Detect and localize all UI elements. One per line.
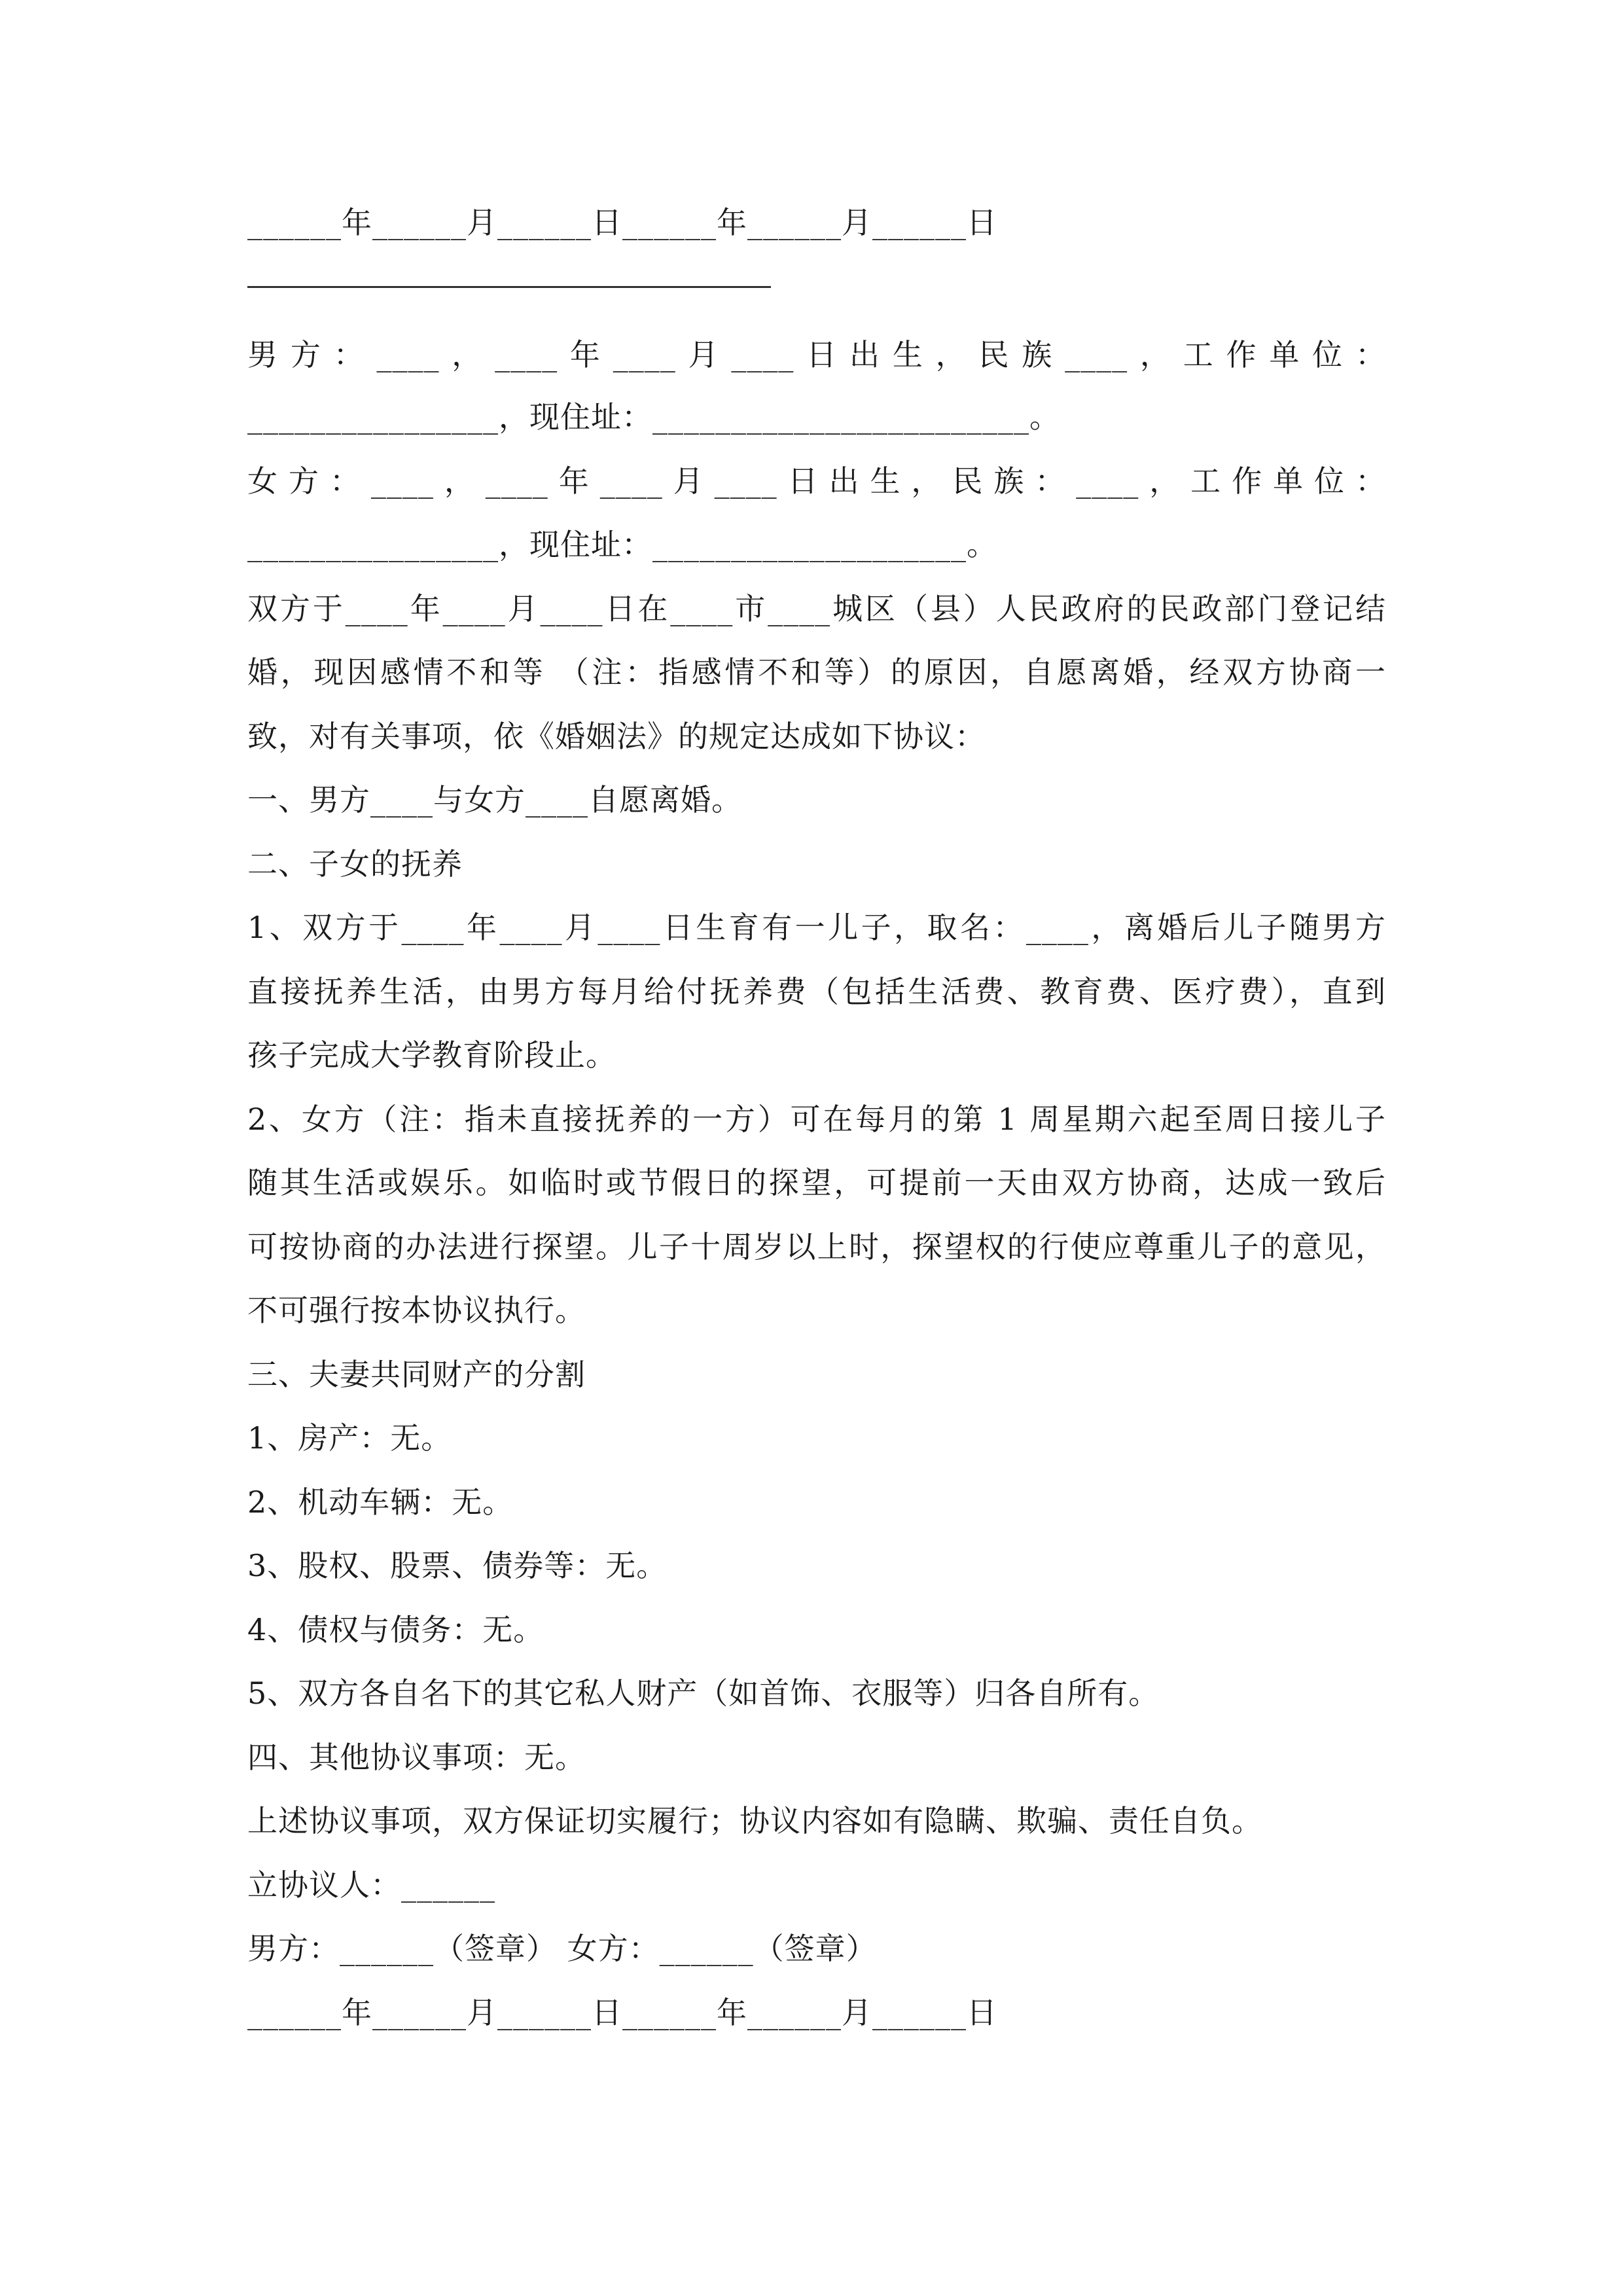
property-item-4: 4、债权与债务：无。: [247, 1612, 544, 1647]
guarantee-line: 上述协议事项，双方保证切实履行；协议内容如有隐瞒、欺骗、责任自负。: [247, 1803, 1262, 1839]
marriage-para-line-1: 双方于____年____月____日在____市____城区（县）人民政府的民政部门登记结: [247, 591, 1386, 626]
section-three-heading: 三、夫妻共同财产的分割: [247, 1357, 586, 1392]
female-info-line-2: ________________，现住址：____________________。: [247, 527, 997, 562]
property-item-3: 3、股权、股票、债券等：无。: [247, 1548, 668, 1583]
dash-separator: [247, 286, 771, 288]
female-info-line-1: 女方：____，____年____月____日出生，民族：____，工作单位：: [247, 463, 1386, 499]
section-one: 一、男方____与女方____自愿离婚。: [247, 782, 742, 817]
signer-line: 立协议人：______: [247, 1867, 495, 1903]
property-item-2: 2、机动车辆：无。: [247, 1484, 514, 1520]
signature-line: 男方：______（签章） 女方：______（签章）: [247, 1931, 877, 1966]
child-item-2-line-1: 2、女方（注：指未直接抚养的一方）可在每月的第 1 周星期六起至周日接儿子: [247, 1102, 1386, 1137]
male-info-line-2: ________________，现住址：________________________。: [247, 399, 1060, 435]
male-info-line-1: 男方：____，____年____月____日出生，民族____，工作单位：: [247, 337, 1386, 372]
date-line-bottom: ______年______月______日______年______月______日: [247, 1995, 997, 2030]
child-item-2-line-4: 不可强行按本协议执行。: [247, 1293, 586, 1328]
child-item-2-line-2: 随其生活或娱乐。如临时或节假日的探望，可提前一天由双方协商，达成一致后: [247, 1165, 1386, 1200]
child-item-1-line-1: 1、双方于____年____月____日生育有一儿子，取名：____，离婚后儿子随男方: [247, 910, 1386, 945]
property-item-5: 5、双方各自名下的其它私人财产（如首饰、衣服等）归各自所有。: [247, 1676, 1160, 1711]
child-item-2-line-3: 可按协商的办法进行探望。儿子十周岁以上时，探望权的行使应尊重儿子的意见，: [247, 1229, 1386, 1265]
date-line-top: ______年______月______日______年______月______日: [247, 205, 997, 240]
property-item-1: 1、房产：无。: [247, 1420, 452, 1456]
marriage-para-line-2: 婚，现因感情不和等 （注：指感情不和等）的原因，自愿离婚，经双方协商一: [247, 655, 1386, 690]
section-two-heading: 二、子女的抚养: [247, 846, 463, 882]
marriage-para-line-3: 致，对有关事项，依《婚姻法》的规定达成如下协议：: [247, 719, 986, 754]
child-item-1-line-2: 直接抚养生活，由男方每月给付抚养费（包括生活费、教育费、医疗费），直到: [247, 974, 1386, 1009]
child-item-1-line-3: 孩子完成大学教育阶段止。: [247, 1037, 616, 1073]
section-four: 四、其他协议事项：无。: [247, 1740, 586, 1775]
